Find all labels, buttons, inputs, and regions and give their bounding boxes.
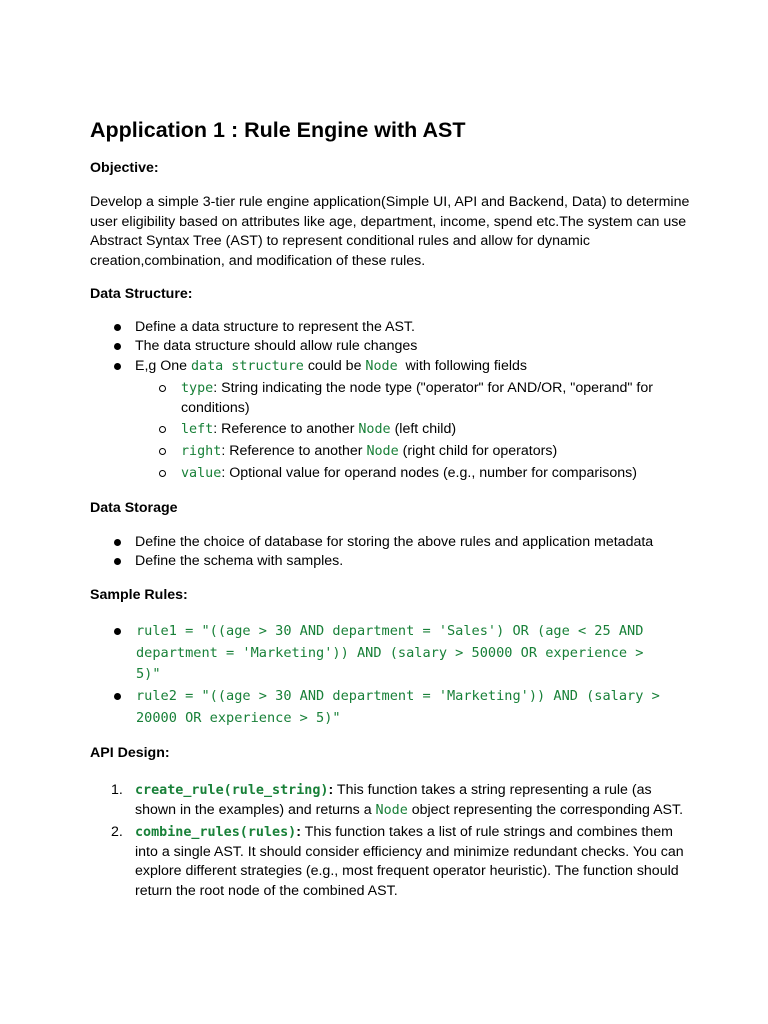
circle-bullet-icon xyxy=(159,379,166,399)
function-name: combine_rules(rules) xyxy=(135,825,297,840)
field-desc: : Reference to another xyxy=(221,443,367,459)
code-line: department = 'Marketing')) AND (salary > 50000 OR experience > xyxy=(136,644,644,661)
circle-bullet-icon xyxy=(159,420,166,440)
function-desc: explore different strategies (e.g., most frequent operator heuristic). The function should xyxy=(135,863,679,879)
rule1-code xyxy=(136,621,676,686)
function-name: create_rule(rule_string) xyxy=(135,783,329,798)
sample-rules-heading: Sample Rules: xyxy=(90,587,188,603)
bullet-icon xyxy=(114,687,121,707)
code-line: rule2 = "((age > 30 AND department = 'Marketing')) AND (salary > xyxy=(136,688,660,704)
field-left-item xyxy=(181,420,456,440)
node-ref: Node xyxy=(375,802,408,818)
field-desc: : String indicating the node type ("operator" for AND/OR, "operand" for xyxy=(213,380,653,396)
objective-paragraph xyxy=(90,193,690,271)
field-desc-continued: conditions) xyxy=(181,399,250,416)
function-desc: into a single AST. It should consider efficiency and minimize redundant checks. You can xyxy=(135,843,684,860)
list-item: The data structure should allow rule changes xyxy=(135,338,418,354)
circle-bullet-icon xyxy=(159,464,166,484)
field-desc: : Optional value for operand nodes (e.g., number for comparisons) xyxy=(221,465,637,481)
function-desc: return the root node of the combined AST. xyxy=(135,882,398,899)
code-line: 20000 OR experience > 5)" xyxy=(136,709,341,726)
api-item-combine-rules xyxy=(135,823,695,901)
data-storage-heading: Data Storage xyxy=(90,500,178,516)
function-colon: : xyxy=(296,824,301,840)
field-right-item xyxy=(181,442,557,462)
list-item: Define a data structure to represent the AST. xyxy=(135,319,415,335)
field-name: type xyxy=(181,381,214,396)
eg-middle: could be xyxy=(303,358,366,374)
field-desc: : Reference to another xyxy=(213,421,359,437)
bullet-icon xyxy=(114,533,121,553)
code-line: rule1 = "((age > 30 AND department = 'Sales') OR (age < 25 AND xyxy=(136,623,644,639)
field-name: value xyxy=(181,466,222,481)
data-structure-heading: Data Structure: xyxy=(90,286,193,302)
field-name: right xyxy=(181,444,222,459)
field-ref-node: Node xyxy=(366,444,399,459)
list-item: Define the schema with samples. xyxy=(135,553,344,569)
list-item: Define the choice of database for storing the above rules and application metadata xyxy=(135,534,654,550)
function-colon: : xyxy=(328,782,334,798)
list-item-eg xyxy=(135,357,527,377)
api-item-create-rule xyxy=(135,781,695,820)
bullet-icon xyxy=(114,357,121,377)
field-value-item xyxy=(181,464,637,484)
function-desc: This function takes a list of rule strings and combines them xyxy=(300,824,673,840)
field-name: left xyxy=(181,422,214,437)
bullet-icon xyxy=(114,622,121,642)
eg-code-data-structure: data structure xyxy=(191,359,304,374)
list-number: 2. xyxy=(111,824,123,840)
field-desc: (right child for operators) xyxy=(398,443,558,459)
function-desc: shown in the examples) and returns a xyxy=(135,801,376,818)
field-desc: (left child) xyxy=(390,421,457,437)
objective-line: creation,combination, and modification of these rules. xyxy=(90,252,426,269)
bullet-icon xyxy=(114,337,121,357)
eg-suffix: with following fields xyxy=(397,358,527,374)
api-design-heading: API Design: xyxy=(90,745,170,761)
function-desc: object representing the corresponding AST. xyxy=(407,801,684,818)
objective-line: Develop a simple 3-tier rule engine application(Simple UI, API and Backend, Data) to determine xyxy=(90,194,690,210)
objective-line: user eligibility based on attributes like age, department, income, spend etc.The system can use xyxy=(90,213,687,230)
bullet-icon xyxy=(114,318,121,338)
objective-line: Abstract Syntax Tree (AST) to represent conditional rules and allow for dynamic xyxy=(90,233,590,249)
objective-heading: Objective: xyxy=(90,160,159,176)
circle-bullet-icon xyxy=(159,442,166,462)
eg-prefix: E,g One xyxy=(135,358,191,374)
page-title: Application 1 : Rule Engine with AST xyxy=(90,118,466,142)
eg-code-node: Node xyxy=(365,359,398,374)
rule2-code xyxy=(136,686,676,729)
code-line: 5)" xyxy=(136,666,161,683)
field-type-item xyxy=(181,379,661,418)
list-number: 1. xyxy=(111,782,123,798)
bullet-icon xyxy=(114,552,121,572)
function-desc: This function takes a string representing a rule (as xyxy=(333,782,652,798)
field-ref-node: Node xyxy=(358,422,391,437)
